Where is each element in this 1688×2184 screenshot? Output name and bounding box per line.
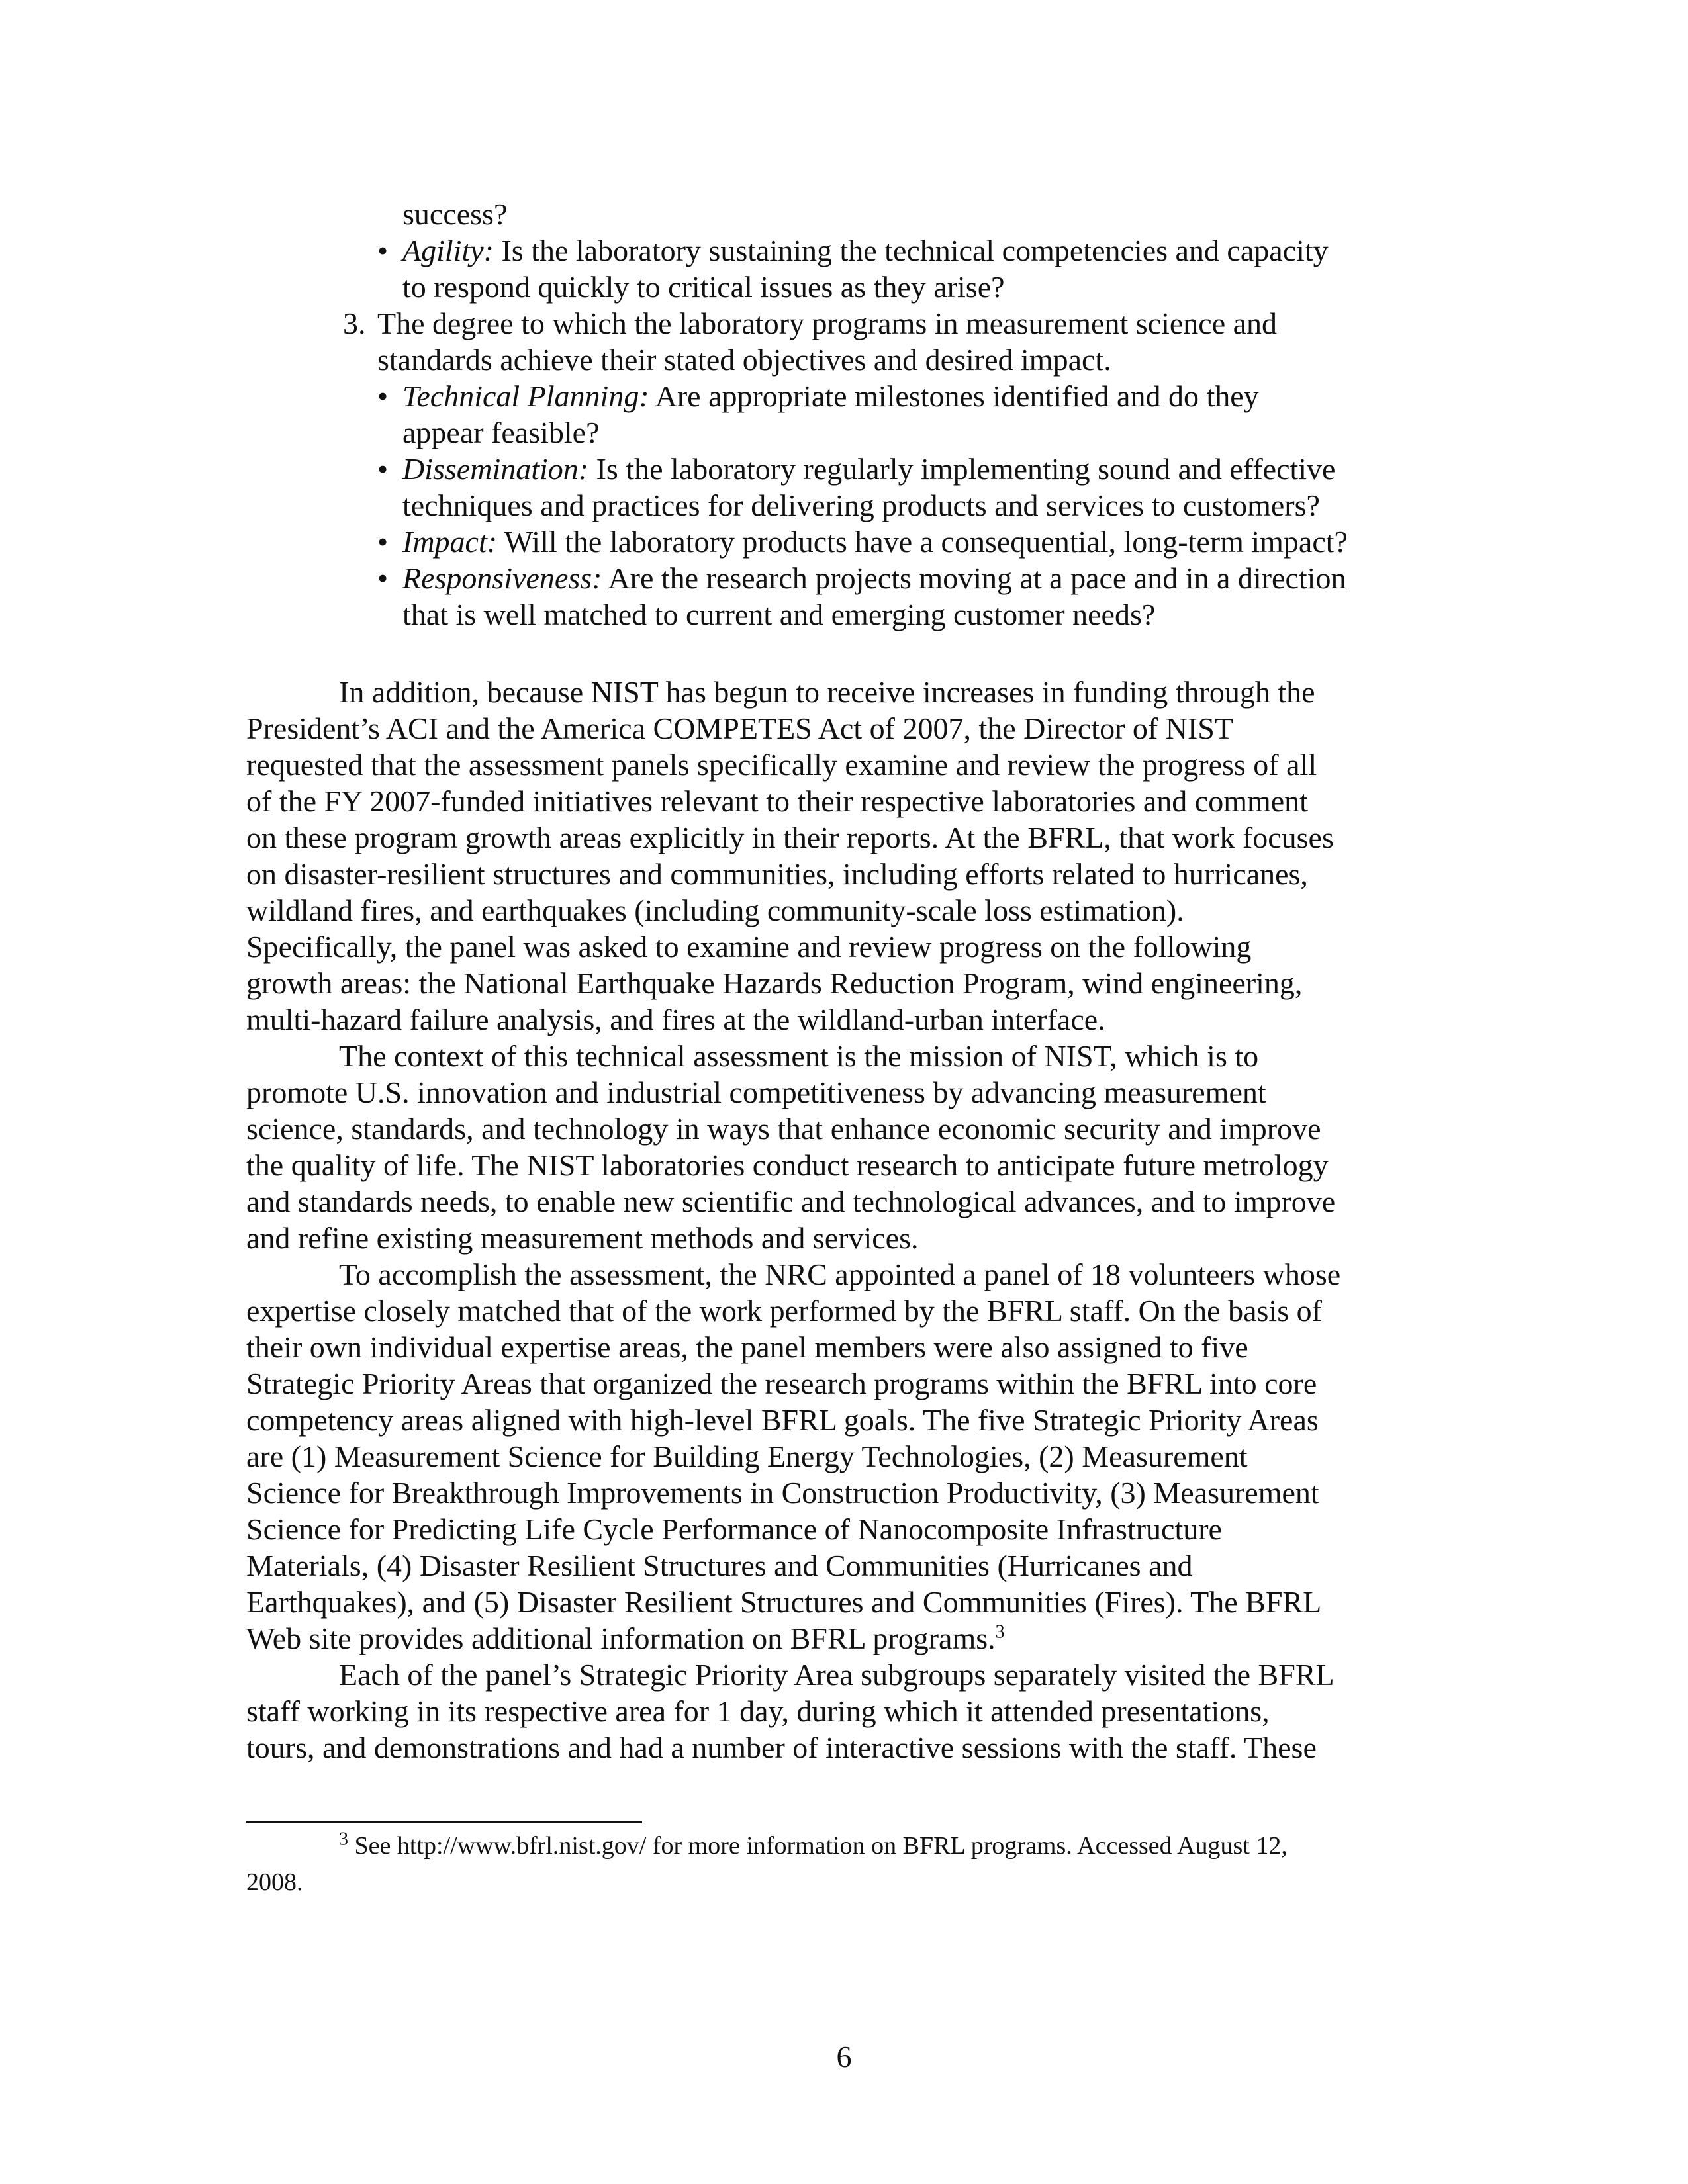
paragraph-3-line: expertise closely matched that of the work performed by the BFRL staff. On the basis of <box>246 1294 1322 1328</box>
bullet-item-agility-cont: to respond quickly to critical issues as they arise? <box>402 270 1005 304</box>
bullet-item-impact <box>246 523 1444 560</box>
paragraph-1-line: on these program growth areas explicitly in their reports. At the BFRL, that work focuses <box>246 821 1334 854</box>
paragraph-1-line: requested that the assessment panels specifically examine and review the progress of all <box>246 748 1317 782</box>
bullet-label: Dissemination: <box>402 452 589 486</box>
paragraph-2-line: promote U.S. innovation and industrial competitiveness by advancing measurement <box>246 1075 1266 1109</box>
bullet-item-agility <box>246 232 1444 269</box>
paragraph-3-line: To accomplish the assessment, the NRC appointed a panel of 18 volunteers whose <box>339 1257 1341 1291</box>
paragraph-3-last-text: Web site provides additional information on BFRL programs. <box>246 1621 996 1655</box>
paragraph-4-line: staff working in its respective area for 1 day, during which it attended presentations, <box>246 1694 1270 1728</box>
bullet-label: Agility: <box>402 234 494 267</box>
body-text <box>246 674 1444 1766</box>
numbered-item-3-cont: standards achieve their stated objectives and desired impact. <box>377 343 1111 377</box>
paragraph-4-line: Each of the panel’s Strategic Priority Area subgroups separately visited the BFRL <box>339 1658 1335 1692</box>
paragraph-3-line: are (1) Measurement Science for Building Energy Technologies, (2) Measurement <box>246 1439 1248 1473</box>
paragraph-1-line: of the FY 2007-funded initiatives relevant to their respective laboratories and comment <box>246 784 1308 818</box>
footnote-divider <box>246 1821 642 1823</box>
paragraph-2-line: science, standards, and technology in ways that enhance economic security and improve <box>246 1112 1321 1146</box>
paragraph-1-line: on disaster-resilient structures and communities, including efforts related to hurricanes, <box>246 857 1308 891</box>
footnote-marker: 3 <box>339 1829 348 1850</box>
bullet-label: Responsiveness: <box>402 561 602 595</box>
bullet-text: Is the laboratory regularly implementing sound and effective <box>588 452 1336 486</box>
numbered-item-3 <box>246 305 1444 341</box>
paragraph-3-line: Science for Breakthrough Improvements in Construction Productivity, (3) Measurement <box>246 1476 1319 1510</box>
bullet-glyph: • <box>377 379 389 413</box>
paragraph-1-line: President’s ACI and the America COMPETES Act of 2007, the Director of NIST <box>246 711 1233 745</box>
paragraph-2-line: the quality of life. The NIST laboratories conduct research to anticipate future metrology <box>246 1148 1329 1182</box>
paragraph-1-line: growth areas: the National Earthquake Hazards Reduction Program, wind engineering, <box>246 966 1303 1000</box>
bullet-glyph: • <box>377 234 389 267</box>
paragraph-3-line: Materials, (4) Disaster Resilient Structures and Communities (Hurricanes and <box>246 1549 1193 1582</box>
bullet-glyph: • <box>377 561 389 595</box>
bullet-item-technical-planning-cont: appear feasible? <box>402 416 600 449</box>
paragraph-3-line: their own individual expertise areas, the panel members were also assigned to five <box>246 1330 1248 1364</box>
paragraph-3-line: Science for Predicting Life Cycle Performance of Nanocomposite Infrastructure <box>246 1512 1222 1546</box>
bullet-label: Impact: <box>402 525 498 559</box>
criteria-list <box>246 196 1444 633</box>
bullet-glyph: • <box>377 452 389 486</box>
bullet-item-responsiveness-cont: that is well matched to current and emerging customer needs? <box>402 598 1156 631</box>
paragraph-1-line: In addition, because NIST has begun to receive increases in funding through the <box>339 675 1315 709</box>
bullet-item-dissemination <box>246 451 1444 487</box>
item-text: The degree to which the laboratory programs in measurement science and <box>377 306 1278 340</box>
paragraph-1-line: wildland fires, and earthquakes (including community-scale loss estimation). <box>246 893 1184 927</box>
paragraph-2-line: The context of this technical assessment is the mission of NIST, which is to <box>339 1039 1259 1073</box>
footnote-line-1 <box>246 1828 1444 1864</box>
paragraph-4-line: tours, and demonstrations and had a number of interactive sessions with the staff. These <box>246 1731 1317 1764</box>
bullet-text: Will the laboratory products have a consequential, long-term impact? <box>497 525 1348 559</box>
bullet-text: Are the research projects moving at a pace and in a direction <box>602 561 1346 595</box>
paragraph-3-last-line <box>246 1620 1444 1657</box>
paragraph-2-line: and refine existing measurement methods and services. <box>246 1221 919 1255</box>
page-number: 6 <box>836 2040 852 2073</box>
footnote <box>246 1828 1444 1901</box>
list-continuation: success? <box>402 197 508 231</box>
footnote-text: See http://www.bfrl.nist.gov/ for more information on BFRL programs. Accessed August 12, <box>348 1832 1288 1860</box>
paragraph-3-line: competency areas aligned with high-level BFRL goals. The five Strategic Priority Areas <box>246 1403 1319 1437</box>
item-number: 3. <box>343 306 366 340</box>
bullet-item-responsiveness <box>246 560 1444 596</box>
footnote-line-2: 2008. <box>246 1868 303 1896</box>
bullet-item-dissemination-cont: techniques and practices for delivering products and services to customers? <box>402 488 1320 522</box>
paragraph-1-line: multi-hazard failure analysis, and fires at the wildland-urban interface. <box>246 1003 1105 1036</box>
bullet-text: Are appropriate milestones identified and do they <box>649 379 1259 413</box>
bullet-text: Is the laboratory sustaining the technical competencies and capacity <box>493 234 1329 267</box>
bullet-label: Technical Planning: <box>402 379 649 413</box>
footnote-reference[interactable]: 3 <box>995 1621 1005 1643</box>
paragraph-2-line: and standards needs, to enable new scientific and technological advances, and to improve <box>246 1185 1336 1218</box>
paragraph-1-line: Specifically, the panel was asked to examine and review progress on the following <box>246 930 1252 964</box>
bullet-item-technical-planning <box>246 378 1444 414</box>
bullet-glyph: • <box>377 525 389 559</box>
paragraph-3-line: Strategic Priority Areas that organized the research programs within the BFRL into core <box>246 1367 1317 1400</box>
paragraph-3-line: Earthquakes), and (5) Disaster Resilient Structures and Communities (Fires). The BFRL <box>246 1585 1322 1619</box>
